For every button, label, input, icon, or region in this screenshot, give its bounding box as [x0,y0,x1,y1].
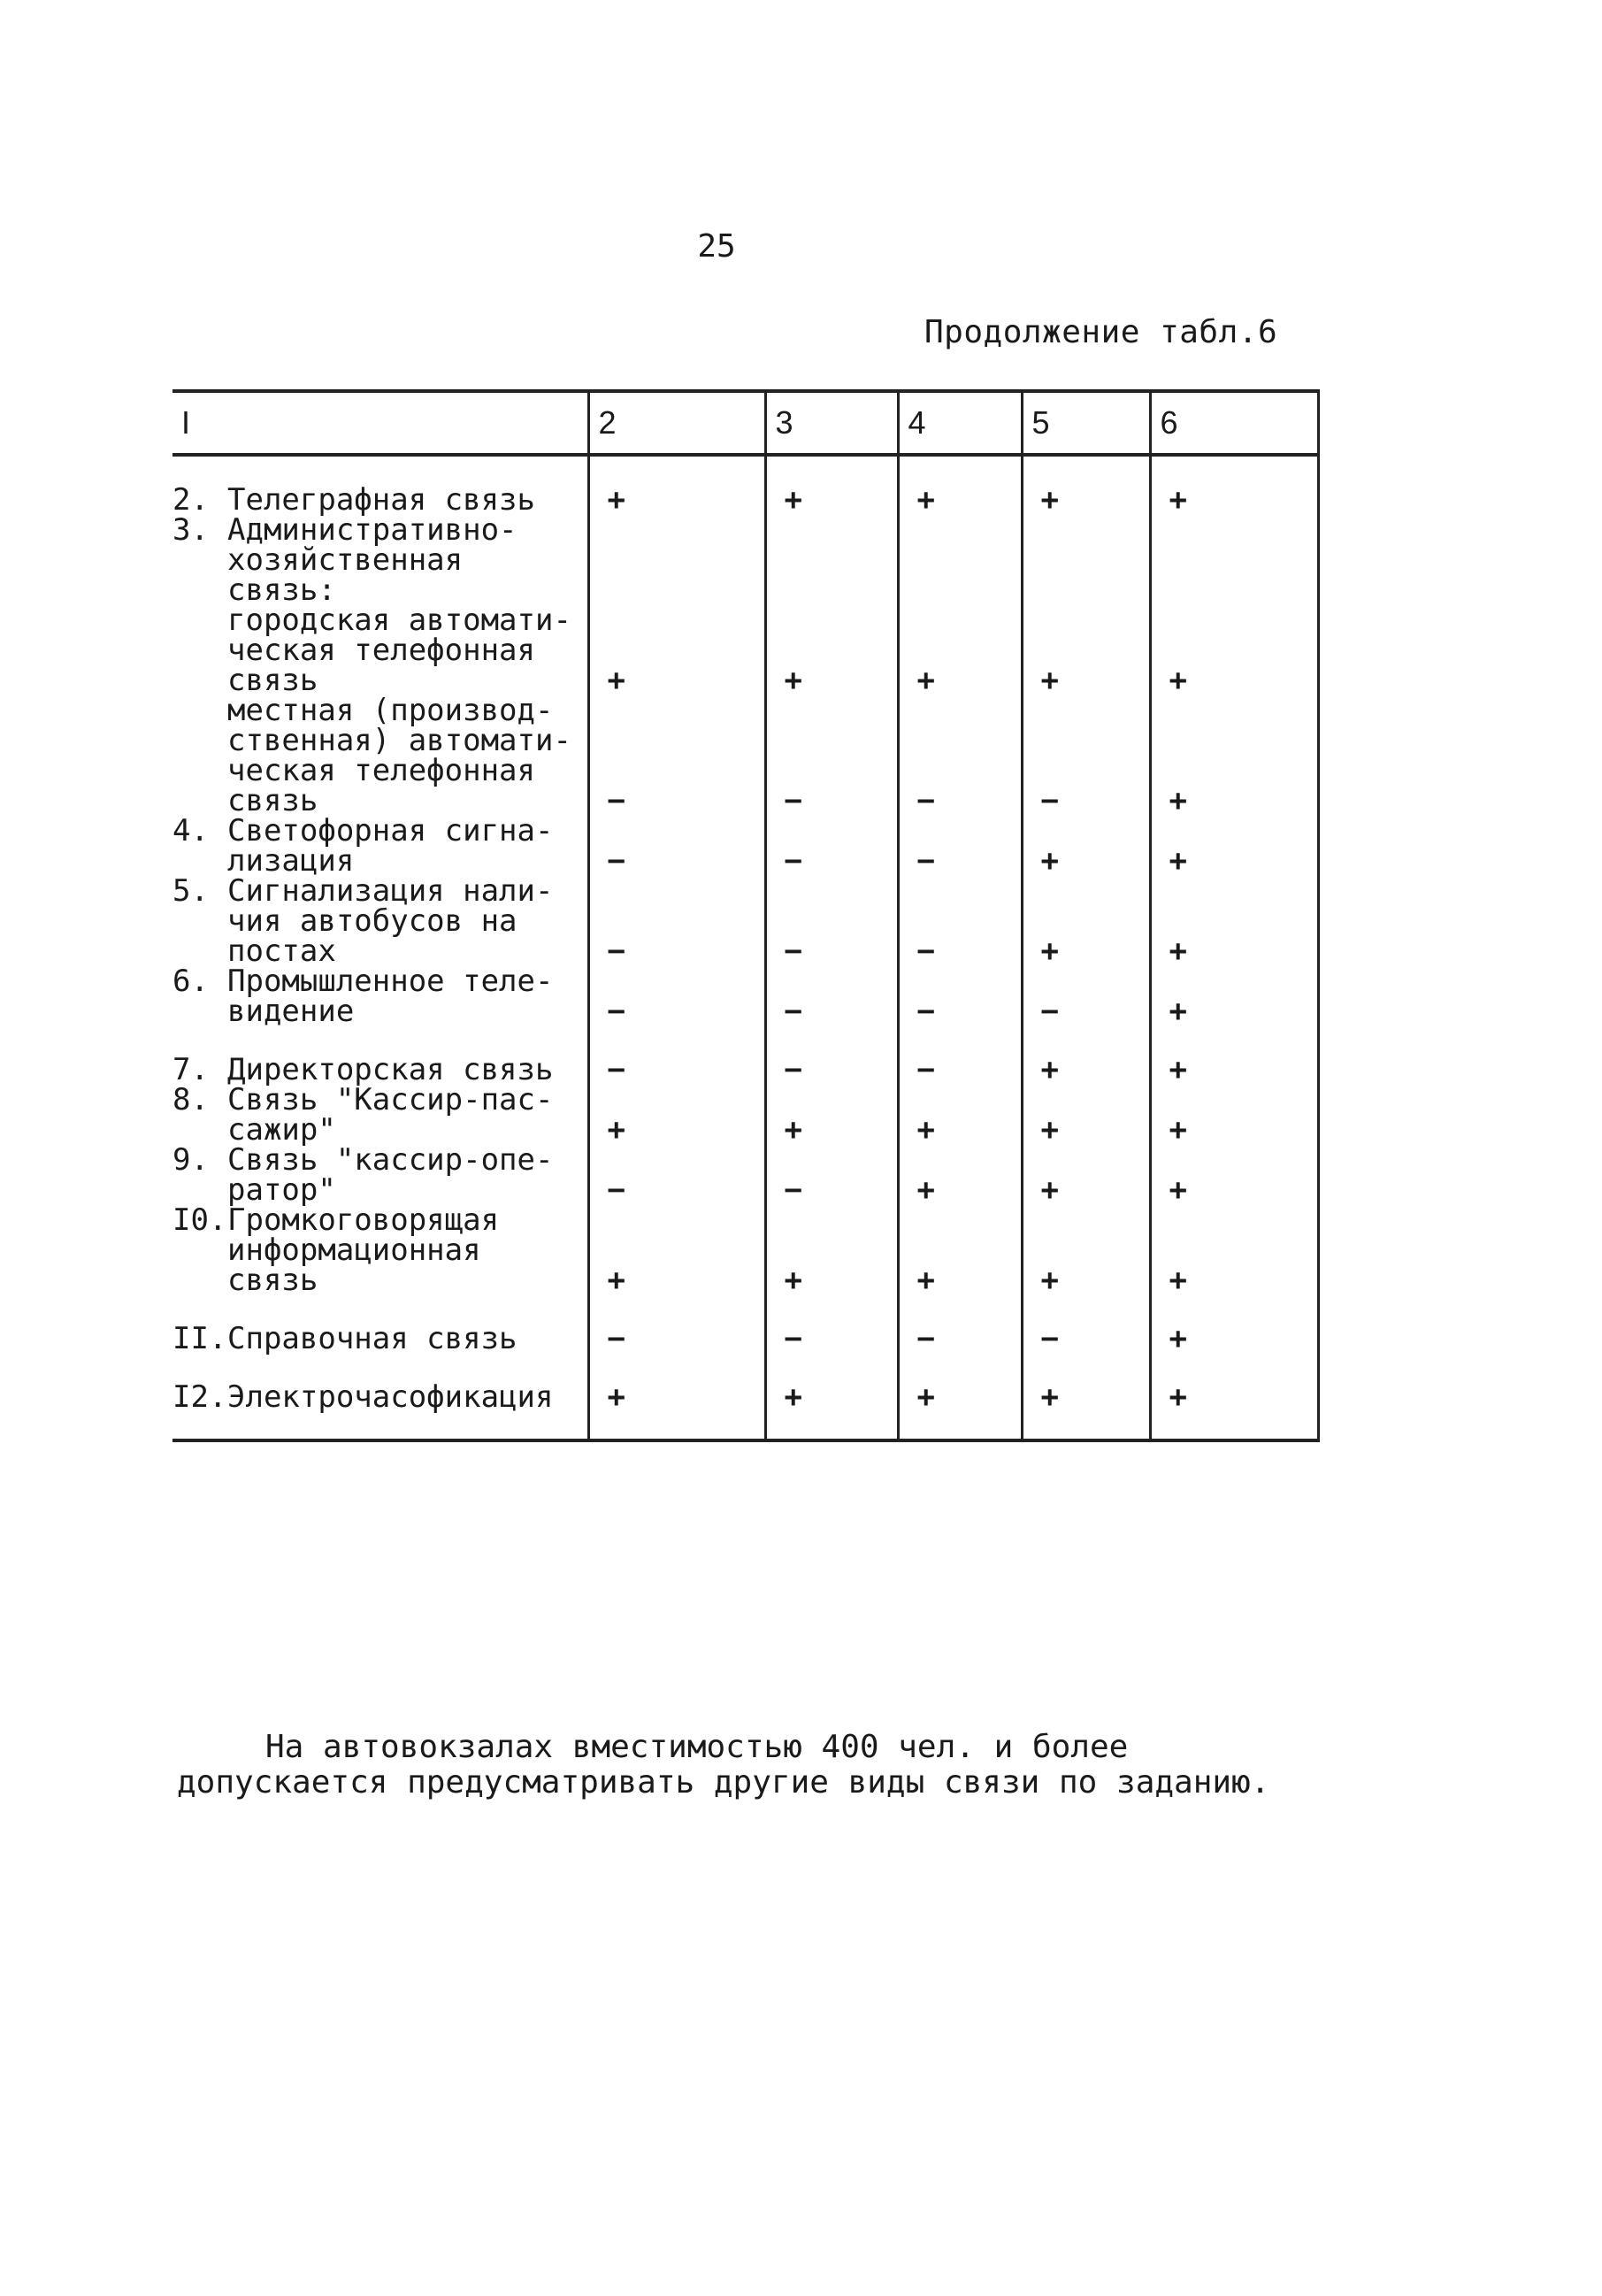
mark-cell: − [1022,695,1150,816]
mark-cell: + [1150,1354,1318,1412]
mark-cell: + [1150,1145,1318,1205]
mark-cell: + [1022,1085,1150,1145]
row-number [172,695,227,816]
mark-cell: − [765,966,898,1026]
row-label: Директорская связь [227,1052,554,1087]
mark-cell: + [1150,816,1318,876]
row-label: Громкоговорящая информационная связь [227,1202,500,1298]
row-label: Промышленное теле- видение [227,964,554,1029]
row-label-cell [172,1142,588,1208]
mark-cell: − [898,695,1022,816]
mark-cell: + [588,1205,765,1295]
table-row [172,695,1318,816]
row-number: I2. [172,1379,227,1415]
mark-cell: + [1022,876,1150,966]
communications-table [172,389,1318,1442]
mark-cell: − [588,1145,765,1205]
table-row [172,1145,1318,1205]
row-label: Связь "Кассир-пас- сажир" [227,1082,554,1148]
mark-cell: + [1022,605,1150,695]
mark-cell [1150,515,1318,605]
footnote-text: На автовокзалах вместимостью 400 чел. и более допускается предусматривать другие виды связи по заданию. [177,1729,1270,1801]
row-label-cell [172,1354,588,1415]
mark-cell: + [765,455,898,515]
table-row [172,876,1318,966]
row-label: Электрочасофикация [227,1379,554,1415]
mark-cell: + [588,1354,765,1412]
mark-cell: + [588,455,765,515]
table-row [172,605,1318,695]
empty-cell [898,1412,1022,1440]
mark-cell: + [1022,1026,1150,1085]
mark-cell: − [588,876,765,966]
row-label-cell [172,1295,588,1354]
table-row [172,1085,1318,1145]
row-number: II. [172,1321,227,1356]
mark-cell: + [588,1085,765,1145]
table-row [172,1205,1318,1295]
mark-cell: + [765,605,898,695]
mark-cell: − [588,966,765,1026]
row-label-cell [172,813,588,879]
table-row [172,1026,1318,1085]
table-row [172,515,1318,605]
mark-cell: − [588,1295,765,1354]
table-row [172,455,1318,515]
table-row [172,816,1318,876]
mark-cell: + [1150,1026,1318,1085]
mark-cell: + [765,1085,898,1145]
row-label-cell [172,964,588,1029]
mark-cell: − [588,816,765,876]
row-number: 2. [172,482,209,518]
mark-cell: + [1150,1085,1318,1145]
header-col-4: 4 [898,391,1022,455]
row-label: городская автомати- ческая телефонная связь [227,603,571,698]
row-number: 8. [172,1082,209,1117]
mark-cell: − [765,816,898,876]
row-label-cell [172,695,588,816]
row-label: Связь "кассир-опе- ратор" [227,1142,554,1208]
mark-cell: + [588,605,765,695]
table-body [172,455,1318,1440]
mark-cell: + [1150,1205,1318,1295]
mark-cell: + [898,1145,1022,1205]
mark-cell: − [898,1295,1022,1354]
mark-cell [1022,515,1150,605]
row-number: 3. [172,512,209,548]
row-number: 4. [172,813,209,849]
mark-cell: + [898,455,1022,515]
empty-cell [588,1412,765,1440]
mark-cell: + [765,1354,898,1412]
page-number: 25 [697,228,736,265]
footnote [177,1730,1327,1801]
mark-cell: + [1150,1295,1318,1354]
row-label-cell [172,1082,588,1148]
row-label: Телеграфная связь [227,482,535,518]
row-label-cell [172,1026,588,1085]
row-label: Административно- хозяйственная связь: [227,512,517,608]
table-row [172,1295,1318,1354]
mark-cell [765,515,898,605]
mark-cell: + [1150,695,1318,816]
row-number: 9. [172,1142,209,1178]
header-col-2: 2 [588,391,765,455]
mark-cell: − [898,966,1022,1026]
mark-cell: + [898,605,1022,695]
mark-cell: − [588,1026,765,1085]
row-number: 5. [172,873,209,909]
header-col-5: 5 [1022,391,1150,455]
table-bottom-rule [172,1412,1318,1440]
header-col-6: 6 [1150,391,1318,455]
mark-cell: − [1022,1295,1150,1354]
mark-cell [898,515,1022,605]
mark-cell: + [1150,966,1318,1026]
mark-cell: + [1150,876,1318,966]
mark-cell: − [898,876,1022,966]
row-label-cell [172,512,588,608]
mark-cell [588,515,765,605]
empty-cell [765,1412,898,1440]
mark-cell: − [1022,966,1150,1026]
empty-cell [1022,1412,1150,1440]
empty-cell [1150,1412,1318,1440]
row-number: I0. [172,1202,227,1238]
mark-cell: + [898,1085,1022,1145]
mark-cell: + [898,1205,1022,1295]
row-number [172,605,227,695]
row-label-cell [172,455,588,518]
mark-cell: − [765,1295,898,1354]
header-col-1: I [172,391,588,455]
mark-cell: + [1022,1145,1150,1205]
mark-cell: + [765,1205,898,1295]
mark-cell: − [898,816,1022,876]
row-label: Справочная связь [227,1321,517,1356]
table-header-row [172,391,1318,455]
mark-cell: + [898,1354,1022,1412]
row-label-cell [172,1202,588,1298]
row-number: 6. [172,964,209,999]
row-label: Сигнализация нали- чия автобусов на постах [227,873,554,969]
mark-cell: − [765,695,898,816]
mark-cell: − [898,1026,1022,1085]
mark-cell: + [1022,1205,1150,1295]
mark-cell: − [765,876,898,966]
mark-cell: − [588,695,765,816]
row-label: местная (производ- ственная) автомати- ческая телефонная связь [227,693,571,818]
table-continuation-label: Продолжение табл.6 [924,314,1278,350]
row-label-cell [172,603,588,698]
mark-cell: + [1022,455,1150,515]
row-label-cell [172,873,588,969]
mark-cell: + [1022,1354,1150,1412]
mark-cell: + [1022,816,1150,876]
empty-cell [172,1412,588,1440]
mark-cell: + [1150,605,1318,695]
header-col-3: 3 [765,391,898,455]
table-row [172,1354,1318,1412]
mark-cell: + [1150,455,1318,515]
mark-cell: − [765,1026,898,1085]
row-number: 7. [172,1052,209,1087]
table-row [172,966,1318,1026]
mark-cell: − [765,1145,898,1205]
row-label: Светофорная сигна- лизация [227,813,554,879]
